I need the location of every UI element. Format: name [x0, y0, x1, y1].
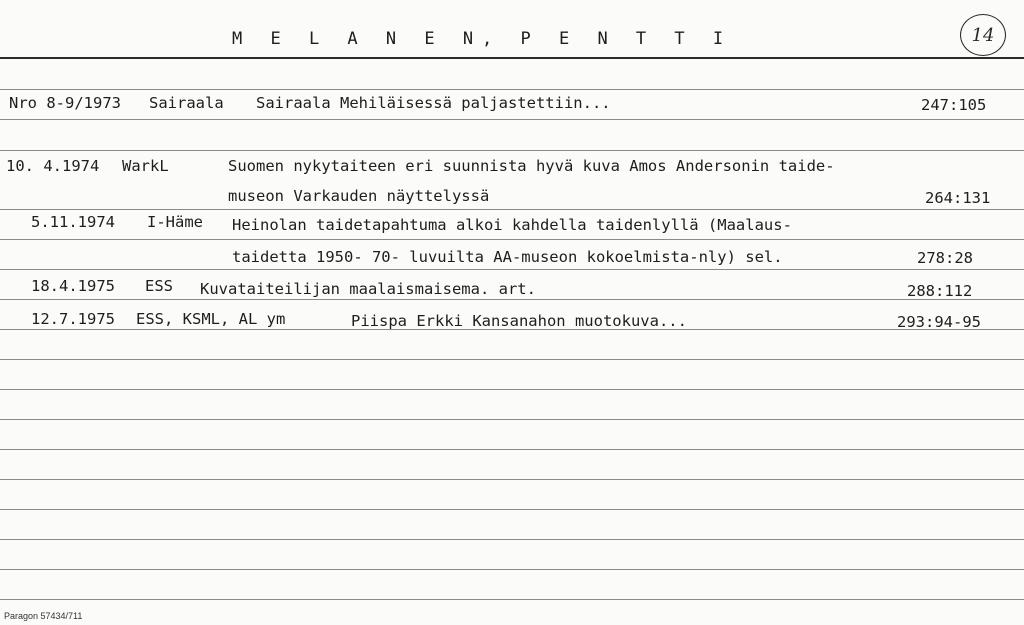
entry-text: Sairaala Mehiläisessä paljastettiin... [256, 94, 611, 112]
entry-reference: 278:28 [917, 249, 973, 267]
ruled-line [0, 389, 1024, 390]
print-code: Paragon 57434/711 [4, 611, 83, 621]
entry-reference: 288:112 [907, 282, 973, 300]
ruled-line [0, 539, 1024, 540]
entry-text-continuation: taidetta 1950- 70- luvuilta AA-museon kokoelmista-nly) sel. [232, 248, 783, 266]
entry-reference: 293:94-95 [897, 313, 981, 331]
entry-date: 12.7.1975 [31, 310, 115, 328]
entry-date: 10. 4.1974 [6, 157, 100, 175]
ruled-line [0, 509, 1024, 510]
entry-source: ESS, KSML, AL ym [136, 310, 286, 328]
ruled-line [0, 599, 1024, 600]
entry-text-continuation: museon Varkauden näyttelyssä [228, 187, 490, 205]
entry-reference: 247:105 [921, 96, 987, 114]
entry-source: ESS [145, 277, 173, 295]
entry-text: Piispa Erkki Kansanahon muotokuva... [351, 312, 687, 330]
card-number-circle [960, 14, 1006, 56]
entry-source: I-Häme [147, 213, 203, 231]
card-number: 14 [971, 24, 995, 46]
ruled-line [0, 239, 1024, 240]
ruled-line [0, 359, 1024, 360]
ruled-line [0, 299, 1024, 300]
ruled-line [0, 269, 1024, 270]
ruled-line [0, 479, 1024, 480]
ruled-line [0, 150, 1024, 151]
ruled-line [0, 419, 1024, 420]
ruled-line [0, 209, 1024, 210]
ruled-line [0, 89, 1024, 90]
entry-text: Heinolan taidetapahtuma alkoi kahdella taidenlyllä (Maalaus- [232, 216, 792, 234]
entry-source: WarkL [122, 157, 169, 175]
entry-text: Kuvataiteilijan maalaismaisema. art. [200, 280, 536, 298]
ruled-line [0, 569, 1024, 570]
header-rule [0, 57, 1024, 59]
entry-text: Suomen nykytaiteen eri suunnista hyvä kuva Amos Andersonin taide- [228, 157, 835, 175]
entry-date: Nro 8-9/1973 [9, 94, 121, 112]
entry-source: Sairaala [149, 94, 224, 112]
entry-date: 5.11.1974 [31, 213, 115, 231]
card-heading-name: M E L A N E N, P E N T T I [232, 29, 733, 49]
entry-reference: 264:131 [925, 189, 991, 207]
entry-date: 18.4.1975 [31, 277, 115, 295]
ruled-line [0, 119, 1024, 120]
ruled-line [0, 449, 1024, 450]
